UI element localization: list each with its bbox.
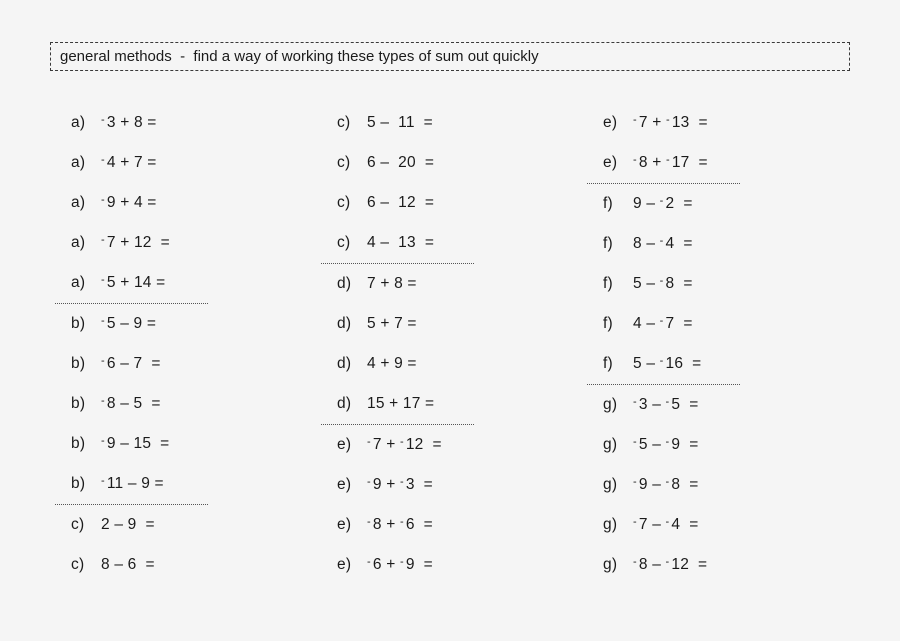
problem-label: g): [603, 516, 618, 533]
problem-label: e): [603, 154, 618, 171]
problem-row: [55, 545, 321, 585]
problem-expression: 5 – - 16 =: [633, 355, 702, 372]
worksheet-column: [55, 103, 321, 585]
problem-label: d): [337, 315, 352, 332]
problem-expression: - 7 – - 4 =: [633, 516, 699, 533]
problem-expression: - 5 – - 9 =: [633, 436, 699, 453]
problem-row: [55, 304, 321, 344]
superscript-minus: -: [633, 114, 637, 126]
problem-row: [587, 103, 853, 143]
problem-row: [587, 505, 853, 545]
problem-label: g): [603, 476, 618, 493]
problem-label: g): [603, 556, 618, 573]
problem-expression: 5 + 7 =: [367, 315, 417, 332]
problem-label: d): [337, 355, 352, 372]
superscript-minus: -: [633, 556, 637, 568]
superscript-minus: -: [633, 436, 637, 448]
superscript-minus: -: [659, 275, 664, 287]
problem-expression: - 6 – 7 =: [101, 355, 161, 372]
superscript-minus: -: [101, 475, 105, 487]
problem-label: f): [603, 235, 613, 252]
problem-row: [321, 425, 587, 465]
problem-row: [55, 505, 321, 545]
problem-expression: 5 – 11 =: [367, 114, 433, 131]
problem-row: [321, 545, 587, 585]
problem-row: [55, 464, 321, 504]
superscript-minus: -: [101, 274, 105, 286]
problem-expression: - 8 + - 17 =: [633, 154, 708, 171]
problem-expression: - 9 – 15 =: [101, 435, 170, 452]
problem-expression: 5 – - 8 =: [633, 275, 693, 292]
superscript-minus: -: [659, 355, 664, 367]
problem-expression: 9 – - 2 =: [633, 195, 693, 212]
problem-row: [587, 344, 853, 384]
problem-expression: 2 – 9 =: [101, 516, 155, 533]
superscript-minus: -: [101, 234, 105, 246]
superscript-minus: -: [367, 476, 371, 488]
problem-row: [587, 304, 853, 344]
superscript-minus: -: [101, 315, 105, 327]
problem-row: [321, 183, 587, 223]
problem-row: [321, 223, 587, 263]
problem-expression: 7 + 8 =: [367, 275, 417, 292]
problem-label: d): [337, 395, 352, 412]
problem-label: f): [603, 195, 613, 212]
problem-row: [587, 465, 853, 505]
problem-expression: - 5 + 14 =: [101, 274, 166, 291]
problem-row: [587, 224, 853, 264]
problem-row: [55, 384, 321, 424]
superscript-minus: -: [399, 516, 404, 528]
superscript-minus: -: [101, 395, 105, 407]
problem-expression: 4 – - 7 =: [633, 315, 693, 332]
problem-expression: - 8 – 5 =: [101, 395, 161, 412]
problem-label: g): [603, 436, 618, 453]
problem-label: c): [337, 154, 351, 171]
problem-row: [55, 424, 321, 464]
problem-row: [587, 385, 853, 425]
problem-expression: - 3 – - 5 =: [633, 396, 699, 413]
superscript-minus: -: [633, 516, 637, 528]
problem-row: [55, 183, 321, 223]
problem-row: [55, 344, 321, 384]
problem-expression: 4 + 9 =: [367, 355, 417, 372]
superscript-minus: -: [101, 154, 105, 166]
problem-label: a): [71, 234, 86, 251]
problem-expression: 15 + 17 =: [367, 395, 435, 412]
problem-row: [321, 344, 587, 384]
superscript-minus: -: [101, 194, 105, 206]
problem-expression: - 7 + - 13 =: [633, 114, 708, 131]
superscript-minus: -: [659, 315, 664, 327]
superscript-minus: -: [367, 436, 371, 448]
problem-label: c): [337, 234, 351, 251]
problem-row: [321, 505, 587, 545]
problem-row: [587, 184, 853, 224]
problem-expression: - 9 + - 3 =: [367, 476, 433, 493]
problem-label: g): [603, 396, 618, 413]
superscript-minus: -: [665, 556, 670, 568]
superscript-minus: -: [633, 396, 637, 408]
superscript-minus: -: [633, 154, 637, 166]
problem-row: [321, 465, 587, 505]
problem-label: b): [71, 475, 86, 492]
problem-row: [321, 304, 587, 344]
problem-label: c): [71, 556, 85, 573]
problem-expression: - 7 + 12 =: [101, 234, 170, 251]
problem-row: [55, 263, 321, 303]
problem-expression: - 9 + 4 =: [101, 194, 157, 211]
superscript-minus: -: [665, 436, 670, 448]
problem-row: [55, 103, 321, 143]
title-box: [50, 42, 850, 71]
worksheet-column: [587, 103, 853, 585]
problem-expression: 8 – 6 =: [101, 556, 155, 573]
problem-label: c): [337, 194, 351, 211]
problem-expression: - 5 – 9 =: [101, 315, 157, 332]
problem-row: [321, 264, 587, 304]
problem-label: b): [71, 315, 86, 332]
problem-expression: - 4 + 7 =: [101, 154, 157, 171]
superscript-minus: -: [665, 154, 670, 166]
problem-row: [321, 384, 587, 424]
problem-label: e): [603, 114, 618, 131]
problem-label: f): [603, 355, 613, 372]
problem-row: [587, 143, 853, 183]
problem-label: a): [71, 194, 86, 211]
superscript-minus: -: [665, 516, 670, 528]
problem-expression: - 3 + 8 =: [101, 114, 157, 131]
problem-label: e): [337, 476, 352, 493]
worksheet-columns: [55, 103, 853, 585]
superscript-minus: -: [633, 476, 637, 488]
problem-label: a): [71, 274, 86, 291]
problem-row: [321, 103, 587, 143]
problem-expression: - 8 – - 12 =: [633, 556, 708, 573]
superscript-minus: -: [399, 556, 404, 568]
problem-row: [587, 264, 853, 304]
problem-row: [587, 545, 853, 585]
problem-label: b): [71, 395, 86, 412]
problem-expression: - 11 – 9 =: [101, 475, 164, 492]
worksheet-column: [321, 103, 587, 585]
problem-label: e): [337, 436, 352, 453]
problem-label: c): [71, 516, 85, 533]
superscript-minus: -: [399, 436, 404, 448]
problem-label: a): [71, 114, 86, 131]
superscript-minus: -: [665, 114, 670, 126]
superscript-minus: -: [665, 396, 670, 408]
superscript-minus: -: [665, 476, 670, 488]
superscript-minus: -: [367, 556, 371, 568]
problem-expression: - 8 + - 6 =: [367, 516, 433, 533]
problem-expression: 4 – 13 =: [367, 234, 435, 251]
problem-expression: 8 – - 4 =: [633, 235, 693, 252]
problem-row: [587, 425, 853, 465]
problem-label: c): [337, 114, 351, 131]
problem-label: f): [603, 315, 613, 332]
superscript-minus: -: [101, 114, 105, 126]
problem-expression: 6 – 20 =: [367, 154, 435, 171]
superscript-minus: -: [659, 195, 664, 207]
problem-expression: - 6 + - 9 =: [367, 556, 433, 573]
page-title: general methods - find a way of working these types of sum out quickly: [60, 48, 539, 65]
problem-expression: - 9 – - 8 =: [633, 476, 699, 493]
problem-expression: - 7 + - 12 =: [367, 436, 442, 453]
superscript-minus: -: [659, 235, 664, 247]
problem-row: [321, 143, 587, 183]
problem-label: d): [337, 275, 352, 292]
problem-label: a): [71, 154, 86, 171]
problem-label: e): [337, 556, 352, 573]
problem-expression: 6 – 12 =: [367, 194, 435, 211]
superscript-minus: -: [399, 476, 404, 488]
problem-row: [55, 143, 321, 183]
superscript-minus: -: [367, 516, 371, 528]
superscript-minus: -: [101, 435, 105, 447]
superscript-minus: -: [101, 355, 105, 367]
problem-row: [55, 223, 321, 263]
problem-label: f): [603, 275, 613, 292]
problem-label: b): [71, 355, 86, 372]
problem-label: b): [71, 435, 86, 452]
problem-label: e): [337, 516, 352, 533]
